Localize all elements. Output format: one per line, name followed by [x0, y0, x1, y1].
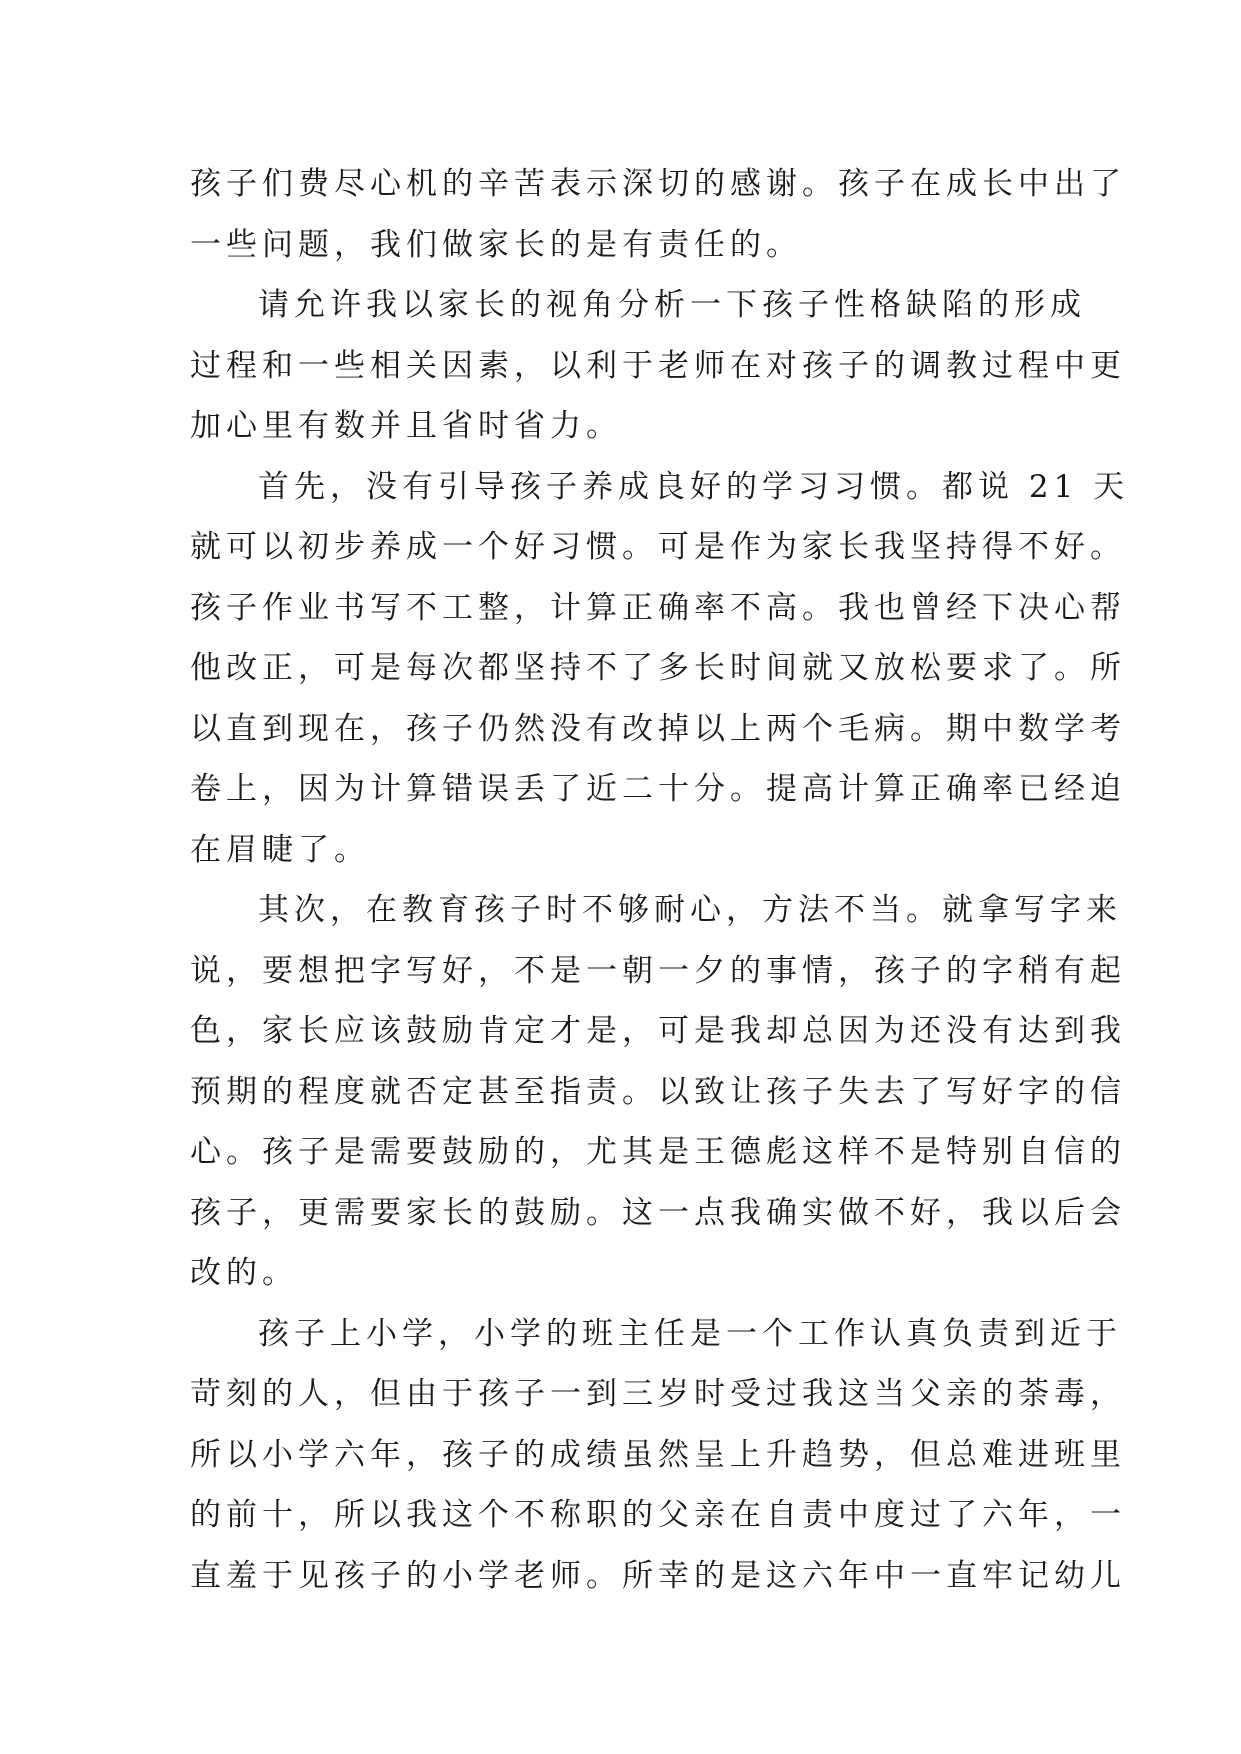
- text-line: 他改正，可是每次都坚持不了多长时间就又放松要求了。所: [190, 650, 1126, 686]
- paragraph-first-line: 其次，在教育孩子时不够耐心，方法不当。就拿写字来: [258, 892, 1122, 928]
- body-text: [190, 154, 1130, 1606]
- text-line: 直羞于见孩子的小学老师。所幸的是这六年中一直牢记幼儿: [190, 1557, 1126, 1594]
- text-line: 孩子，更需要家长的鼓励。这一点我确实做不好，我以后会: [190, 1194, 1126, 1231]
- text-line: 在眉睫了。: [190, 831, 370, 868]
- text-line: 的前十，所以我这个不称职的父亲在自责中度过了六年，一: [190, 1497, 1126, 1533]
- text-line: 过程和一些相关因素，以利于老师在对孩子的调教过程中更: [190, 347, 1126, 384]
- text-line: 预期的程度就否定甚至指责。以致让孩子失去了写好字的信: [190, 1073, 1126, 1110]
- text-line: 以直到现在，孩子仍然没有改掉以上两个毛病。期中数学考: [190, 710, 1126, 747]
- text-line: 一些问题，我们做家长的是有责任的。: [190, 226, 802, 263]
- paragraph-first-line: 孩子上小学，小学的班主任是一个工作认真负责到近于: [258, 1315, 1122, 1352]
- text-line: 卷上，因为计算错误丢了近二十分。提高计算正确率已经迫: [190, 771, 1126, 807]
- text-line: 心。孩子是需要鼓励的，尤其是王德彪这样不是特别自信的: [190, 1134, 1126, 1170]
- text-line: 改的。: [190, 1255, 298, 1291]
- text-line: 孩子们费尽心机的辛苦表示深切的感谢。孩子在成长中出了: [190, 166, 1126, 202]
- text-line: 就可以初步养成一个好习惯。可是作为家长我坚持得不好。: [190, 529, 1126, 565]
- paragraph-first-line: 请允许我以家长的视角分析一下孩子性格缺陷的形成: [258, 287, 1086, 323]
- text-line: 说，要想把字写好，不是一朝一夕的事情，孩子的字稍有起: [190, 952, 1126, 989]
- paragraph-first-line: 首先，没有引导孩子养成良好的学习习惯。都说 21 天: [258, 468, 1130, 505]
- text-line: 加心里有数并且省时省力。: [190, 408, 622, 444]
- text-line: 孩子作业书写不工整，计算正确率不高。我也曾经下决心帮: [190, 589, 1126, 626]
- text-line: 苛刻的人，但由于孩子一到三岁时受过我这当父亲的荼毒，: [190, 1376, 1126, 1412]
- text-line: 所以小学六年，孩子的成绩虽然呈上升趋势，但总难进班里: [190, 1436, 1126, 1473]
- text-line: 色，家长应该鼓励肯定才是，可是我却总因为还没有达到我: [190, 1013, 1126, 1049]
